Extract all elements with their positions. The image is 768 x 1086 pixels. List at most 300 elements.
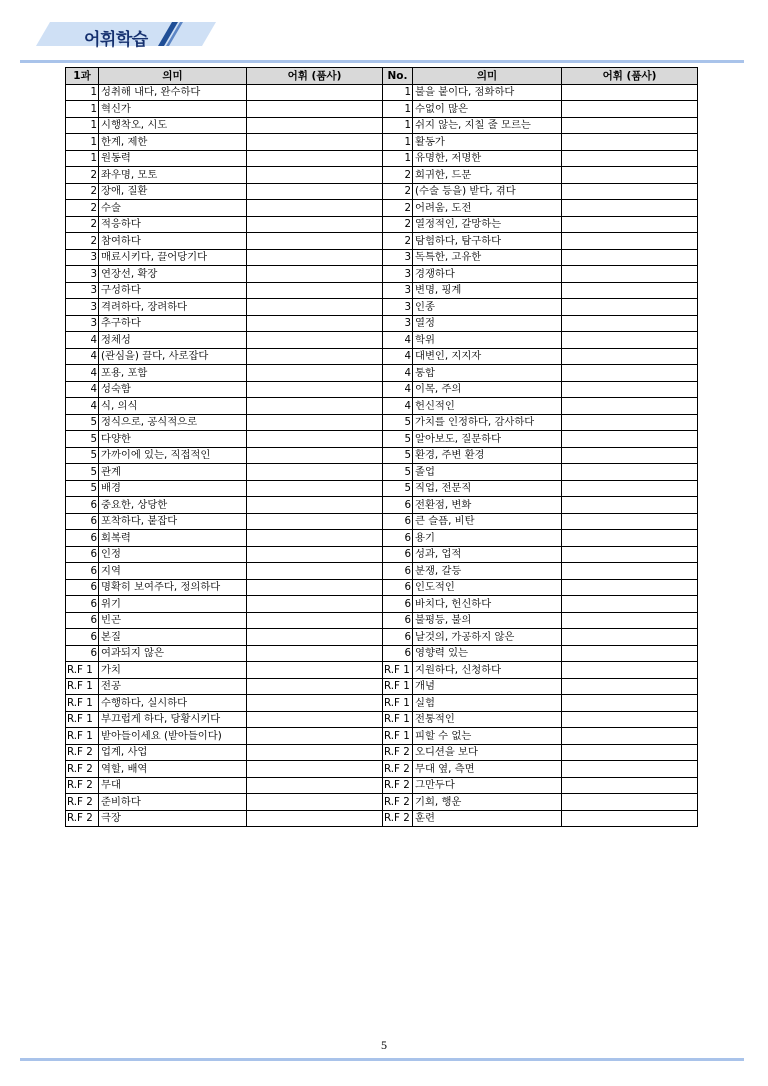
word-input-cell[interactable] bbox=[247, 249, 383, 266]
meaning-cell: 본질 bbox=[99, 629, 247, 646]
number-cell: 2 bbox=[383, 167, 413, 184]
word-input-cell[interactable] bbox=[247, 629, 383, 646]
table-row bbox=[66, 711, 698, 728]
meaning-cell: 큰 슬픔, 비탄 bbox=[413, 513, 562, 530]
header-number: No. bbox=[383, 68, 413, 85]
meaning-cell: 추구하다 bbox=[99, 315, 247, 332]
meaning-cell: 졸업 bbox=[413, 464, 562, 481]
table-row bbox=[66, 744, 698, 761]
lesson-cell: 6 bbox=[66, 497, 99, 514]
meaning-cell: 희귀한, 드문 bbox=[413, 167, 562, 184]
table-row bbox=[66, 365, 698, 382]
table-row bbox=[66, 447, 698, 464]
word-input-cell[interactable] bbox=[247, 563, 383, 580]
word-input-cell[interactable] bbox=[562, 431, 698, 448]
meaning-cell: 환경, 주변 환경 bbox=[413, 447, 562, 464]
word-input-cell[interactable] bbox=[562, 332, 698, 349]
meaning-cell: 포착하다, 붙잡다 bbox=[99, 513, 247, 530]
number-cell: 3 bbox=[383, 282, 413, 299]
word-input-cell[interactable] bbox=[562, 645, 698, 662]
word-input-cell[interactable] bbox=[247, 266, 383, 283]
word-input-cell[interactable] bbox=[562, 596, 698, 613]
meaning-cell: 지원하다, 신청하다 bbox=[413, 662, 562, 679]
lesson-cell: 6 bbox=[66, 530, 99, 547]
meaning-cell: 성취해 내다, 완수하다 bbox=[99, 84, 247, 101]
meaning-cell: 회복력 bbox=[99, 530, 247, 547]
word-input-cell[interactable] bbox=[562, 744, 698, 761]
lesson-cell: 5 bbox=[66, 447, 99, 464]
number-cell: 4 bbox=[383, 365, 413, 382]
table-row bbox=[66, 480, 698, 497]
word-input-cell[interactable] bbox=[562, 249, 698, 266]
lesson-cell: 4 bbox=[66, 365, 99, 382]
lesson-cell: R.F 2 bbox=[66, 777, 99, 794]
word-input-cell[interactable] bbox=[562, 464, 698, 481]
meaning-cell: 혁신가 bbox=[99, 101, 247, 118]
meaning-cell: 한계, 제한 bbox=[99, 134, 247, 151]
word-input-cell[interactable] bbox=[247, 84, 383, 101]
table-row bbox=[66, 200, 698, 217]
word-input-cell[interactable] bbox=[247, 134, 383, 151]
number-cell: 4 bbox=[383, 348, 413, 365]
meaning-cell: 통합 bbox=[413, 365, 562, 382]
lesson-cell: 5 bbox=[66, 431, 99, 448]
meaning-cell: 독특한, 고유한 bbox=[413, 249, 562, 266]
word-input-cell[interactable] bbox=[247, 431, 383, 448]
word-input-cell[interactable] bbox=[247, 777, 383, 794]
meaning-cell: 불평등, 불의 bbox=[413, 612, 562, 629]
word-input-cell[interactable] bbox=[562, 546, 698, 563]
word-input-cell[interactable] bbox=[562, 579, 698, 596]
meaning-cell: 구성하다 bbox=[99, 282, 247, 299]
word-input-cell[interactable] bbox=[562, 711, 698, 728]
word-input-cell[interactable] bbox=[247, 794, 383, 811]
meaning-cell: 분쟁, 갈등 bbox=[413, 563, 562, 580]
meaning-cell: 준비하다 bbox=[99, 794, 247, 811]
number-cell: R.F 1 bbox=[383, 662, 413, 679]
table-row bbox=[66, 546, 698, 563]
lesson-cell: 3 bbox=[66, 315, 99, 332]
word-input-cell[interactable] bbox=[562, 447, 698, 464]
meaning-cell: 시행착오, 시도 bbox=[99, 117, 247, 134]
meaning-cell: 배경 bbox=[99, 480, 247, 497]
meaning-cell: 용기 bbox=[413, 530, 562, 547]
meaning-cell: 알아보도, 질문하다 bbox=[413, 431, 562, 448]
word-input-cell[interactable] bbox=[562, 563, 698, 580]
meaning-cell: 경쟁하다 bbox=[413, 266, 562, 283]
lesson-cell: 5 bbox=[66, 464, 99, 481]
word-input-cell[interactable] bbox=[247, 167, 383, 184]
lesson-cell: R.F 1 bbox=[66, 728, 99, 745]
top-divider bbox=[20, 60, 744, 63]
meaning-cell: 불을 붙이다, 점화하다 bbox=[413, 84, 562, 101]
word-input-cell[interactable] bbox=[562, 299, 698, 316]
word-input-cell[interactable] bbox=[562, 678, 698, 695]
word-input-cell[interactable] bbox=[562, 117, 698, 134]
meaning-cell: 관계 bbox=[99, 464, 247, 481]
meaning-cell: 장애, 질환 bbox=[99, 183, 247, 200]
table-header-row bbox=[66, 68, 698, 85]
table-row bbox=[66, 596, 698, 613]
table-row bbox=[66, 233, 698, 250]
lesson-cell: 6 bbox=[66, 629, 99, 646]
word-input-cell[interactable] bbox=[562, 348, 698, 365]
lesson-cell: 2 bbox=[66, 233, 99, 250]
lesson-cell: 3 bbox=[66, 282, 99, 299]
table-row bbox=[66, 579, 698, 596]
word-input-cell[interactable] bbox=[562, 695, 698, 712]
meaning-cell: 포용, 포함 bbox=[99, 365, 247, 382]
meaning-cell: 활동가 bbox=[413, 134, 562, 151]
number-cell: 3 bbox=[383, 266, 413, 283]
number-cell: 1 bbox=[383, 84, 413, 101]
meaning-cell: 무대 bbox=[99, 777, 247, 794]
meaning-cell: 인도적인 bbox=[413, 579, 562, 596]
number-cell: 6 bbox=[383, 579, 413, 596]
word-input-cell[interactable] bbox=[562, 150, 698, 167]
lesson-cell: 3 bbox=[66, 299, 99, 316]
number-cell: R.F 2 bbox=[383, 794, 413, 811]
meaning-cell: 수술 bbox=[99, 200, 247, 217]
word-input-cell[interactable] bbox=[562, 513, 698, 530]
number-cell: 1 bbox=[383, 150, 413, 167]
word-input-cell[interactable] bbox=[562, 84, 698, 101]
number-cell: 2 bbox=[383, 233, 413, 250]
lesson-cell: 6 bbox=[66, 563, 99, 580]
meaning-cell: 학위 bbox=[413, 332, 562, 349]
word-input-cell[interactable] bbox=[247, 513, 383, 530]
meaning-cell: 기회, 행운 bbox=[413, 794, 562, 811]
word-input-cell[interactable] bbox=[247, 233, 383, 250]
number-cell: 6 bbox=[383, 530, 413, 547]
meaning-cell: 위기 bbox=[99, 596, 247, 613]
word-input-cell[interactable] bbox=[247, 744, 383, 761]
word-input-cell[interactable] bbox=[247, 183, 383, 200]
word-input-cell[interactable] bbox=[562, 810, 698, 827]
lesson-cell: 4 bbox=[66, 398, 99, 415]
number-cell: 5 bbox=[383, 464, 413, 481]
word-input-cell[interactable] bbox=[562, 728, 698, 745]
meaning-cell: 날것의, 가공하지 않은 bbox=[413, 629, 562, 646]
table-row bbox=[66, 810, 698, 827]
meaning-cell: 직업, 전문직 bbox=[413, 480, 562, 497]
word-input-cell[interactable] bbox=[247, 497, 383, 514]
word-input-cell[interactable] bbox=[247, 728, 383, 745]
word-input-cell[interactable] bbox=[247, 810, 383, 827]
number-cell: 3 bbox=[383, 299, 413, 316]
meaning-cell: 인정 bbox=[99, 546, 247, 563]
word-input-cell[interactable] bbox=[562, 216, 698, 233]
table-row bbox=[66, 563, 698, 580]
number-cell: R.F 1 bbox=[383, 711, 413, 728]
header-word: 어휘 (품사) bbox=[247, 68, 383, 85]
word-input-cell[interactable] bbox=[562, 530, 698, 547]
number-cell: R.F 1 bbox=[383, 695, 413, 712]
meaning-cell: 받아들이세요 (받아들이다) bbox=[99, 728, 247, 745]
number-cell: 5 bbox=[383, 447, 413, 464]
meaning-cell: 명확히 보여주다, 정의하다 bbox=[99, 579, 247, 596]
table-row bbox=[66, 794, 698, 811]
number-cell: 2 bbox=[383, 216, 413, 233]
word-input-cell[interactable] bbox=[562, 761, 698, 778]
lesson-cell: 6 bbox=[66, 579, 99, 596]
lesson-cell: R.F 1 bbox=[66, 695, 99, 712]
lesson-cell: 1 bbox=[66, 134, 99, 151]
table-row bbox=[66, 678, 698, 695]
word-input-cell[interactable] bbox=[247, 101, 383, 118]
word-input-cell[interactable] bbox=[562, 629, 698, 646]
word-input-cell[interactable] bbox=[247, 464, 383, 481]
number-cell: 1 bbox=[383, 134, 413, 151]
lesson-cell: 5 bbox=[66, 480, 99, 497]
word-input-cell[interactable] bbox=[247, 480, 383, 497]
number-cell: 6 bbox=[383, 645, 413, 662]
page-number: 5 bbox=[381, 1038, 387, 1052]
meaning-cell: 전통적인 bbox=[413, 711, 562, 728]
number-cell: R.F 1 bbox=[383, 728, 413, 745]
word-input-cell[interactable] bbox=[562, 777, 698, 794]
vocabulary-table bbox=[65, 67, 698, 827]
table-row bbox=[66, 662, 698, 679]
table-row bbox=[66, 315, 698, 332]
number-cell: 3 bbox=[383, 315, 413, 332]
number-cell: 2 bbox=[383, 183, 413, 200]
meaning-cell: 적응하다 bbox=[99, 216, 247, 233]
word-input-cell[interactable] bbox=[562, 315, 698, 332]
meaning-cell: 인종 bbox=[413, 299, 562, 316]
word-input-cell[interactable] bbox=[247, 315, 383, 332]
word-input-cell[interactable] bbox=[247, 579, 383, 596]
number-cell: 4 bbox=[383, 332, 413, 349]
meaning-cell: 정체성 bbox=[99, 332, 247, 349]
table-row bbox=[66, 266, 698, 283]
meaning-cell: 개념 bbox=[413, 678, 562, 695]
word-input-cell[interactable] bbox=[562, 134, 698, 151]
lesson-cell: 6 bbox=[66, 513, 99, 530]
word-input-cell[interactable] bbox=[247, 711, 383, 728]
word-input-cell[interactable] bbox=[247, 612, 383, 629]
word-input-cell[interactable] bbox=[562, 612, 698, 629]
number-cell: R.F 1 bbox=[383, 678, 413, 695]
lesson-cell: R.F 1 bbox=[66, 662, 99, 679]
lesson-cell: 6 bbox=[66, 546, 99, 563]
header-word: 어휘 (품사) bbox=[562, 68, 698, 85]
word-input-cell[interactable] bbox=[247, 546, 383, 563]
meaning-cell: (관심을) 끌다, 사로잡다 bbox=[99, 348, 247, 365]
word-input-cell[interactable] bbox=[247, 662, 383, 679]
word-input-cell[interactable] bbox=[562, 200, 698, 217]
word-input-cell[interactable] bbox=[247, 414, 383, 431]
word-input-cell[interactable] bbox=[562, 480, 698, 497]
lesson-cell: 1 bbox=[66, 84, 99, 101]
lesson-cell: R.F 2 bbox=[66, 810, 99, 827]
meaning-cell: 수없이 많은 bbox=[413, 101, 562, 118]
meaning-cell: 역할, 배역 bbox=[99, 761, 247, 778]
meaning-cell: 격려하다, 장려하다 bbox=[99, 299, 247, 316]
table-row bbox=[66, 299, 698, 316]
number-cell: 6 bbox=[383, 513, 413, 530]
table-row bbox=[66, 530, 698, 547]
table-row bbox=[66, 101, 698, 118]
meaning-cell: (수술 등을) 받다, 겪다 bbox=[413, 183, 562, 200]
word-input-cell[interactable] bbox=[247, 645, 383, 662]
word-input-cell[interactable] bbox=[562, 662, 698, 679]
meaning-cell: 그만두다 bbox=[413, 777, 562, 794]
table-row bbox=[66, 695, 698, 712]
word-input-cell[interactable] bbox=[247, 398, 383, 415]
table-row bbox=[66, 629, 698, 646]
lesson-cell: R.F 2 bbox=[66, 794, 99, 811]
lesson-cell: 3 bbox=[66, 249, 99, 266]
meaning-cell: 지역 bbox=[99, 563, 247, 580]
meaning-cell: 식, 의식 bbox=[99, 398, 247, 415]
number-cell: R.F 2 bbox=[383, 777, 413, 794]
word-input-cell[interactable] bbox=[247, 365, 383, 382]
lesson-cell: R.F 1 bbox=[66, 711, 99, 728]
lesson-cell: 4 bbox=[66, 381, 99, 398]
table-body bbox=[66, 84, 698, 827]
word-input-cell[interactable] bbox=[562, 183, 698, 200]
meaning-cell: 가까이에 있는, 직접적인 bbox=[99, 447, 247, 464]
lesson-cell: 6 bbox=[66, 612, 99, 629]
word-input-cell[interactable] bbox=[247, 348, 383, 365]
lesson-cell: 6 bbox=[66, 596, 99, 613]
meaning-cell: 전환점, 변화 bbox=[413, 497, 562, 514]
word-input-cell[interactable] bbox=[562, 414, 698, 431]
word-input-cell[interactable] bbox=[247, 530, 383, 547]
number-cell: 6 bbox=[383, 497, 413, 514]
number-cell: 6 bbox=[383, 612, 413, 629]
lesson-cell: 1 bbox=[66, 117, 99, 134]
table-row bbox=[66, 150, 698, 167]
number-cell: 4 bbox=[383, 381, 413, 398]
table-row bbox=[66, 761, 698, 778]
table-row bbox=[66, 282, 698, 299]
bottom-divider bbox=[20, 1058, 744, 1061]
number-cell: 3 bbox=[383, 249, 413, 266]
meaning-cell: 오디션을 보다 bbox=[413, 744, 562, 761]
word-input-cell[interactable] bbox=[562, 101, 698, 118]
lesson-cell: 2 bbox=[66, 183, 99, 200]
number-cell: 6 bbox=[383, 546, 413, 563]
meaning-cell: 탐험하다, 탐구하다 bbox=[413, 233, 562, 250]
number-cell: R.F 2 bbox=[383, 761, 413, 778]
table-row bbox=[66, 249, 698, 266]
number-cell: 5 bbox=[383, 431, 413, 448]
meaning-cell: 업계, 사업 bbox=[99, 744, 247, 761]
meaning-cell: 원동력 bbox=[99, 150, 247, 167]
lesson-cell: 3 bbox=[66, 266, 99, 283]
number-cell: 2 bbox=[383, 200, 413, 217]
meaning-cell: 다양한 bbox=[99, 431, 247, 448]
lesson-cell: 5 bbox=[66, 414, 99, 431]
lesson-cell: R.F 2 bbox=[66, 744, 99, 761]
word-input-cell[interactable] bbox=[562, 398, 698, 415]
word-input-cell[interactable] bbox=[247, 596, 383, 613]
lesson-cell: 2 bbox=[66, 216, 99, 233]
meaning-cell: 성숙함 bbox=[99, 381, 247, 398]
table-row bbox=[66, 117, 698, 134]
word-input-cell[interactable] bbox=[562, 233, 698, 250]
table-row bbox=[66, 332, 698, 349]
table-row bbox=[66, 216, 698, 233]
meaning-cell: 수행하다, 실시하다 bbox=[99, 695, 247, 712]
word-input-cell[interactable] bbox=[247, 200, 383, 217]
word-input-cell[interactable] bbox=[247, 117, 383, 134]
number-cell: 1 bbox=[383, 117, 413, 134]
word-input-cell[interactable] bbox=[562, 266, 698, 283]
lesson-cell: R.F 1 bbox=[66, 678, 99, 695]
word-input-cell[interactable] bbox=[247, 216, 383, 233]
table-row bbox=[66, 134, 698, 151]
word-input-cell[interactable] bbox=[247, 761, 383, 778]
number-cell: 6 bbox=[383, 563, 413, 580]
header-meaning: 의미 bbox=[99, 68, 247, 85]
lesson-cell: 4 bbox=[66, 332, 99, 349]
meaning-cell: 전공 bbox=[99, 678, 247, 695]
meaning-cell: 헌신적인 bbox=[413, 398, 562, 415]
lesson-cell: 1 bbox=[66, 150, 99, 167]
word-input-cell[interactable] bbox=[562, 794, 698, 811]
table-row bbox=[66, 777, 698, 794]
meaning-cell: 무대 옆, 측면 bbox=[413, 761, 562, 778]
table-row bbox=[66, 464, 698, 481]
meaning-cell: 열정적인, 갈망하는 bbox=[413, 216, 562, 233]
word-input-cell[interactable] bbox=[247, 447, 383, 464]
table-row bbox=[66, 513, 698, 530]
word-input-cell[interactable] bbox=[562, 282, 698, 299]
word-input-cell[interactable] bbox=[247, 282, 383, 299]
page-title: 어휘학습 bbox=[84, 30, 148, 50]
lesson-cell: 2 bbox=[66, 167, 99, 184]
table-row bbox=[66, 167, 698, 184]
meaning-cell: 바치다, 헌신하다 bbox=[413, 596, 562, 613]
table-row bbox=[66, 398, 698, 415]
lesson-cell: R.F 2 bbox=[66, 761, 99, 778]
word-input-cell[interactable] bbox=[562, 381, 698, 398]
word-input-cell[interactable] bbox=[247, 695, 383, 712]
meaning-cell: 쉬지 않는, 지칠 줄 모르는 bbox=[413, 117, 562, 134]
table-row bbox=[66, 348, 698, 365]
lesson-cell: 6 bbox=[66, 645, 99, 662]
number-cell: 5 bbox=[383, 480, 413, 497]
meaning-cell: 영향력 있는 bbox=[413, 645, 562, 662]
meaning-cell: 중요한, 상당한 bbox=[99, 497, 247, 514]
number-cell: 4 bbox=[383, 398, 413, 415]
word-input-cell[interactable] bbox=[562, 365, 698, 382]
number-cell: 1 bbox=[383, 101, 413, 118]
word-input-cell[interactable] bbox=[247, 150, 383, 167]
table-row bbox=[66, 381, 698, 398]
word-input-cell[interactable] bbox=[247, 381, 383, 398]
word-input-cell[interactable] bbox=[562, 167, 698, 184]
word-input-cell[interactable] bbox=[247, 678, 383, 695]
table-row bbox=[66, 183, 698, 200]
lesson-cell: 1 bbox=[66, 101, 99, 118]
table-row bbox=[66, 728, 698, 745]
table-row bbox=[66, 84, 698, 101]
word-input-cell[interactable] bbox=[247, 332, 383, 349]
meaning-cell: 어려움, 도전 bbox=[413, 200, 562, 217]
table-row bbox=[66, 431, 698, 448]
word-input-cell[interactable] bbox=[247, 299, 383, 316]
word-input-cell[interactable] bbox=[562, 497, 698, 514]
table-row bbox=[66, 414, 698, 431]
number-cell: 6 bbox=[383, 596, 413, 613]
meaning-cell: 실험 bbox=[413, 695, 562, 712]
header-lesson: 1과 bbox=[66, 68, 99, 85]
meaning-cell: 이목, 주의 bbox=[413, 381, 562, 398]
